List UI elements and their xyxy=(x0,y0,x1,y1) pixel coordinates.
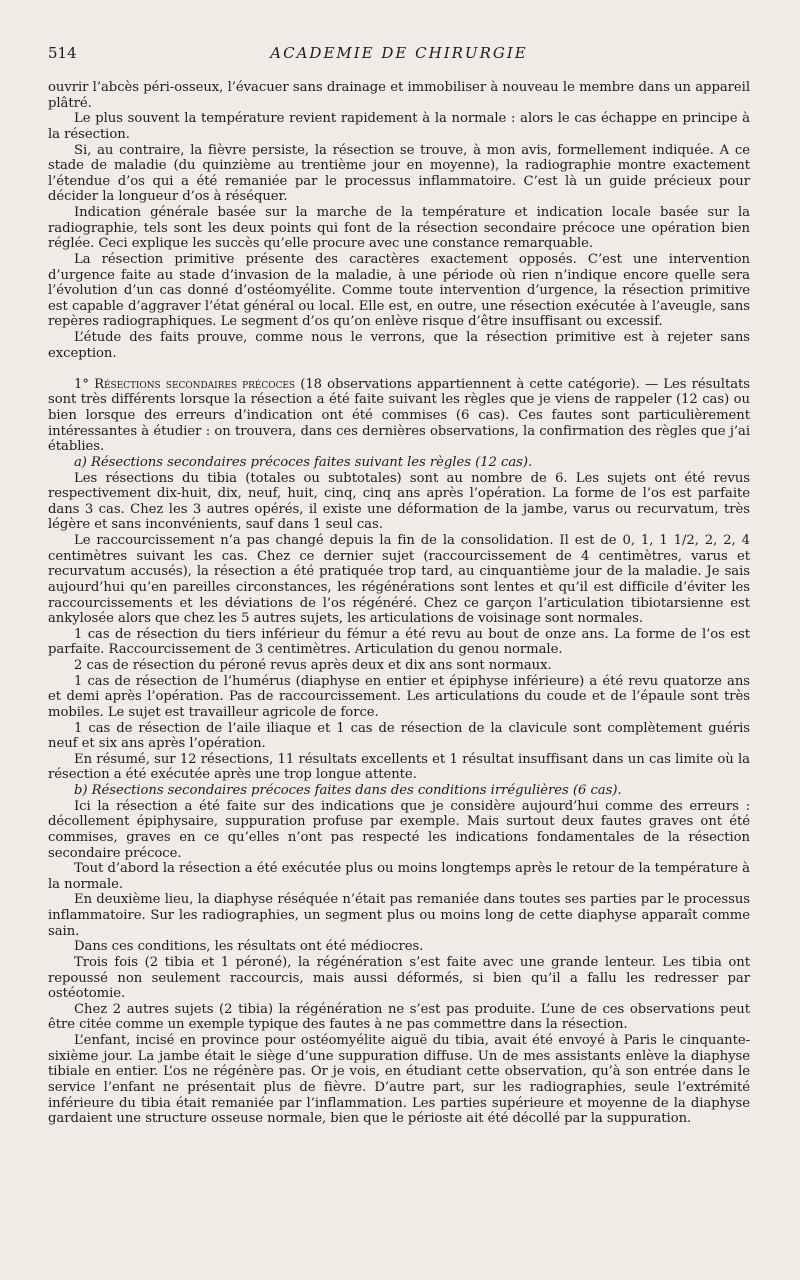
paragraph: Trois fois (2 tibia et 1 péroné), la régénération s’est faite avec une grande lenteur. Les tibia ont repoussé non seulement raccourcis, mais aussi déformés, si bien qu’il a fallu les redresser par ostéotomie. xyxy=(48,954,750,1002)
paragraph: En résumé, sur 12 résections, 11 résultats excellents et 1 résultat insuffisant dans un cas limite où la résection a été exécutée après une trop longue attente. xyxy=(48,751,750,783)
paragraph: 1 cas de résection de l’aile iliaque et 1 cas de résection de la clavicule sont complètement guéris neuf et six ans après l’opération. xyxy=(48,720,750,752)
paragraph: 2 cas de résection du péroné revus après deux et dix ans sont normaux. xyxy=(74,658,552,674)
paragraph: La résection primitive présente des caractères exactement opposés. C’est une intervention d’urgence faite au stade d’invasion de la maladie, à une période où rien n’indique encore quelle sera l’évolution d’un cas donné d’ostéomyélite. Comme toute intervention d’urgence, la résection primitive est capable d’aggraver l’état général ou local. Elle est, en outre, une résection exécutée à l’aveugle, sans repères radiographiques. Le segment d’os qu’on enlève risque d’être insuffisant ou excessif. xyxy=(48,251,750,330)
paragraph: L’enfant, incisé en province pour ostéomyélite aiguë du tibia, avait été envoyé à Paris le cinquante-sixième jour. La jambe était le siège d’une suppuration diffuse. Un de mes assistants enlève la diaphyse tibiale en entier. L’os ne régénère pas. Or je vois, en étudiant cette observation, qu’à son entrée dans le service l’enfant ne présentait plus de fièvre. D’autre part, sur les radiographies, seule l’extrémité inférieure du tibia était remaniée par l’inflammation. Les parties supérieure et moyenne de la diaphyse gardaient une structure osseuse normale, bien que le périoste ait été décollé par la suppuration. xyxy=(48,1033,750,1127)
page-number: 514 xyxy=(48,44,77,62)
paragraph: Le raccourcissement n’a pas changé depuis la fin de la consolidation. Il est de 0, 1, 1 1/2, 2, 2, 4 centimètres suivant les cas. Chez ce dernier sujet (raccourcissement de 4 centimètres, varus et recurvatum accusés), la résection a été pratiquée trop tard, au cinquantième jour de la maladie. Je sais aujourd’hui qu’en pareilles circonstances, les régénérations sont lentes et qu’il est difficile d’éviter les raccourcissements et les déviations de l’os régénéré. Chez ce garçon l’articulation tibiotarsienne est ankylosée alors que chez les 5 autres sujets, les articulations de voisinage sont normales. xyxy=(48,533,750,627)
paragraph: 1 cas de résection du tiers inférieur du fémur a été revu au bout de onze ans. La forme de l’os est parfaite. Raccourcissement de 3 centimètres. Articulation du genou normale. xyxy=(48,626,750,658)
paragraph: Les résections du tibia (totales ou subtotales) sont au nombre de 6. Les sujets ont été revus respectivement dix-huit, dix, neuf, huit, cinq, cinq ans après l’opération. La forme de l’os est parfaite dans 3 cas. Chez les 3 autres opérés, il existe une déformation de la jambe, varus ou recurvatum, très légère et sans inconvénients, sauf dans 1 seul cas. xyxy=(48,470,750,533)
body-text xyxy=(48,80,750,1127)
paragraph: Tout d’abord la résection a été exécutée plus ou moins longtemps après le retour de la température à la normale. xyxy=(48,861,750,892)
section-text: (18 observations appartiennent à cette catégorie). — Les résultats sont très différents lorsque la résection a été faite suivant les règles que je viens de rappeler (12 cas) ou bien lorsque des erreurs d’indication ont été commises (6 cas). Ces fautes sont particulièrement intéressantes à étudier : on trouvera, dans ces dernières observations, la confirmation des règles que j’ai établies. xyxy=(48,376,751,455)
running-head xyxy=(48,44,750,68)
paragraph: Si, au contraire, la fièvre persiste, la résection se trouve, à mon avis, formellement indiquée. A ce stade de maladie (du quinzième au trentième jour en moyenne), la radiographie montre exactement l’étendue d’os qui a été remaniée par le processus inflammatoire. C’est là un guide précieux pour décider la longueur d’os à réséquer. xyxy=(48,142,750,205)
paragraph: Indication générale basée sur la marche de la température et indication locale basée sur la radiographie, tels sont les deux points qui font de la résection secondaire précoce une opération bien réglée. Ceci explique les succès qu’elle procure avec une constance remarquable. xyxy=(48,205,750,252)
section-number: 1° xyxy=(74,376,95,392)
section-heading-paragraph xyxy=(48,377,750,455)
paragraph: Chez 2 autres sujets (2 tibia) la régénération ne s’est pas produite. L’une de ces observations peut être citée comme un exemple typique des fautes à ne pas commettre dans la résection. xyxy=(48,1001,750,1033)
subsection-heading-a: a) Résections secondaires précoces faites suivant les règles (12 cas). xyxy=(74,454,533,470)
paragraph: En deuxième lieu, la diaphyse réséquée n’était pas remaniée dans toutes ses parties par le processus inflammatoire. Sur les radiographies, un segment plus ou moins long de cette diaphyse apparaît comme sain. xyxy=(48,892,750,939)
paragraph: Ici la résection a été faite sur des indications que je considère aujourd’hui comme des erreurs : décollement épiphysaire, suppuration profuse par exemple. Mais surtout deux fautes graves ont été commises, graves en ce qu’elles n’ont pas respecté les indications fondamentales de la résection secondaire précoce. xyxy=(48,798,750,861)
paragraph: L’étude des faits prouve, comme nous le verrons, que la résection primitive est à rejeter sans exception. xyxy=(48,330,750,361)
section-title: Résections secondaires précoces xyxy=(94,376,296,392)
paragraph: ouvrir l’abcès péri-osseux, l’évacuer sans drainage et immobiliser à nouveau le membre dans un appareil plâtré. xyxy=(48,80,750,111)
running-title: ACADEMIE DE CHIRURGIE xyxy=(270,44,528,62)
subsection-heading-b: b) Résections secondaires précoces faites dans des conditions irrégulières (6 cas). xyxy=(74,783,622,799)
paragraph: Dans ces conditions, les résultats ont été médiocres. xyxy=(74,939,424,955)
paragraph: 1 cas de résection de l’humérus (diaphyse en entier et épiphyse inférieure) a été revu quatorze ans et demi après l’opération. Pas de raccourcissement. Les articulations du coude et de l’épaule sont très mobiles. Le sujet est travailleur agricole de force. xyxy=(48,673,750,720)
paragraph: Le plus souvent la température revient rapidement à la normale : alors le cas échappe en principe à la résection. xyxy=(48,111,750,142)
